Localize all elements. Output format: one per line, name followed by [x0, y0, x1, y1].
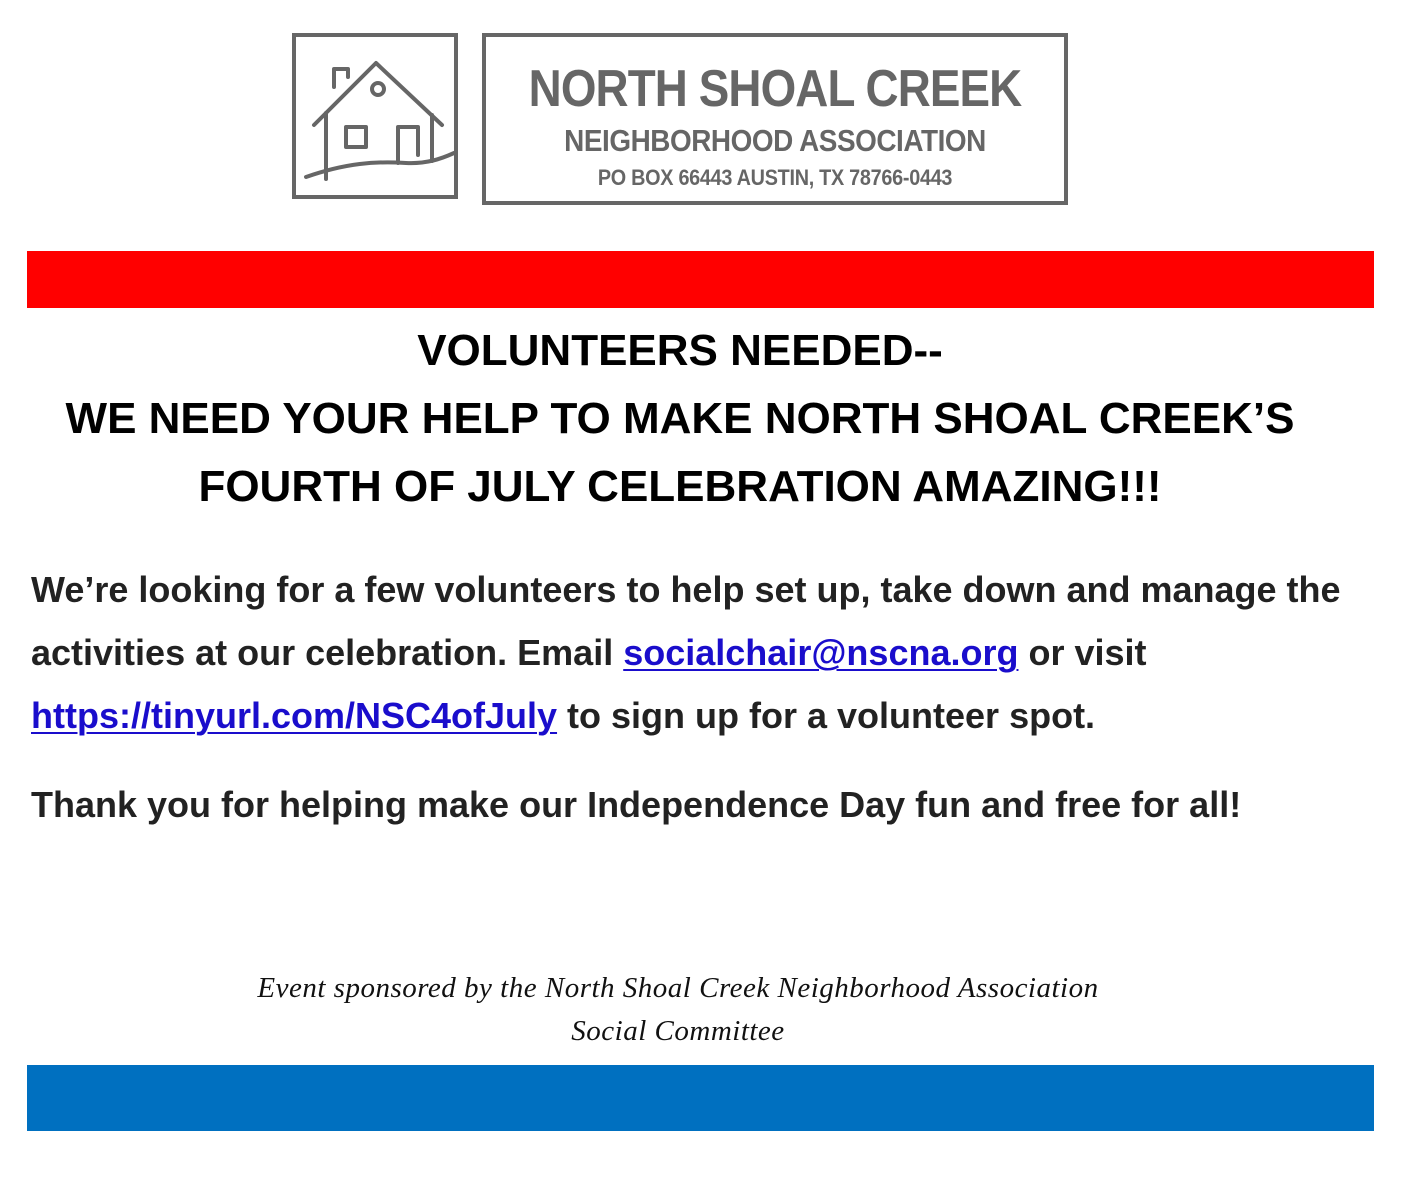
headline-line-2: WE NEED YOUR HELP TO MAKE NORTH SHOAL CREEK’S	[65, 394, 1295, 443]
organization-name: NORTH SHOAL CREEK	[528, 60, 1022, 118]
sponsor-line-2: Social Committee	[571, 1015, 785, 1047]
organization-subtitle: NEIGHBORHOOD ASSOCIATION	[564, 123, 986, 158]
red-banner-bar	[27, 251, 1374, 308]
paragraph-text: or visit	[1018, 632, 1147, 673]
headline-line-3: FOURTH OF JULY CELEBRATION AMAZING!!!	[198, 462, 1162, 511]
paragraph-text: to sign up for a volunteer spot.	[557, 695, 1096, 736]
headline-line-1: VOLUNTEERS NEEDED--	[417, 326, 943, 375]
volunteer-paragraph	[31, 558, 1376, 747]
email-link[interactable]: socialchair@nscna.org	[623, 632, 1019, 673]
paragraph-text: We’re looking for a few volunteers to help set up, take down and manage the activities at our celebration. Email	[31, 569, 1341, 673]
logo-box	[292, 33, 458, 199]
signup-url-link[interactable]: https://tinyurl.com/NSC4ofJuly	[31, 695, 558, 736]
blue-banner-bar	[27, 1065, 1374, 1131]
sponsor-line-1: Event sponsored by the North Shoal Creek Neighborhood Association	[257, 972, 1099, 1004]
house-icon	[296, 37, 454, 195]
organization-address: PO BOX 66443 AUSTIN, TX 78766-0443	[597, 165, 953, 190]
thank-you-paragraph: Thank you for helping make our Independence Day fun and free for all!	[31, 784, 1242, 825]
organization-name-box	[482, 33, 1068, 205]
